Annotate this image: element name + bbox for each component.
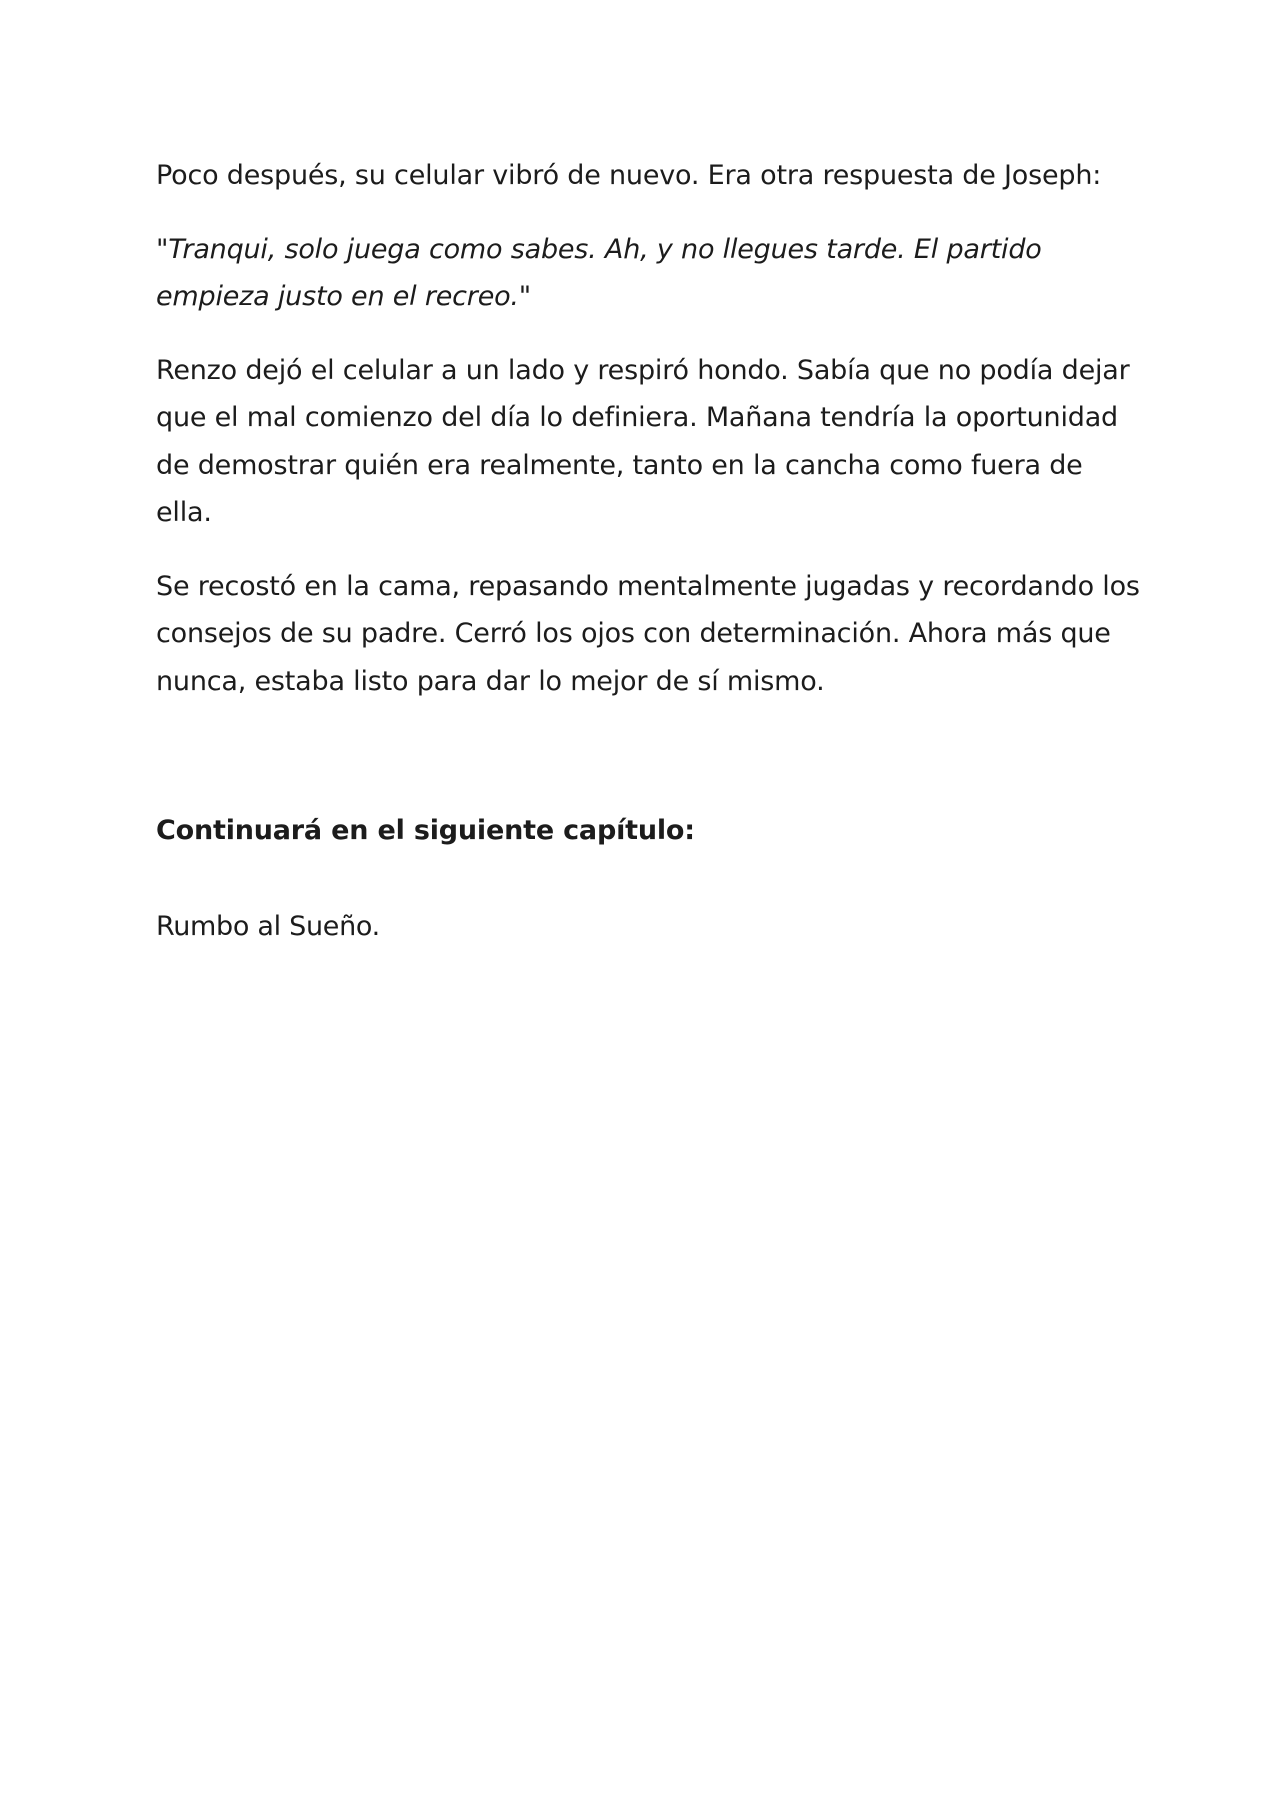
paragraph-joseph-message: "Tranqui, solo juega como sabes. Ah, y no llegues tarde. El partido empieza justo en el recreo." — [156, 233, 1042, 312]
document-body — [156, 152, 1146, 950]
paragraph-renzo-reflects: Renzo dejó el celular a un lado y respiró hondo. Sabía que no podía dejar que el mal comienzo del día lo definiera. Mañana tendría la oportunidad de demostrar quién era realmente, tanto en la cancha como fuera de ella. — [156, 354, 1130, 528]
section-spacer — [156, 731, 1146, 807]
continuation-heading: Continuará en el siguiente capítulo: — [156, 815, 695, 846]
paragraph-renzo-rests: Se recostó en la cama, repasando mentalmente jugadas y recordando los consejos de su padre. Cerró los ojos con determinación. Ahora más que nunca, estaba listo para dar lo mejor de sí mismo. — [156, 570, 1140, 697]
next-chapter-title: Rumbo al Sueño. — [156, 910, 380, 942]
paragraph-phone-vibrates: Poco después, su celular vibró de nuevo. Era otra respuesta de Joseph: — [156, 160, 1102, 191]
